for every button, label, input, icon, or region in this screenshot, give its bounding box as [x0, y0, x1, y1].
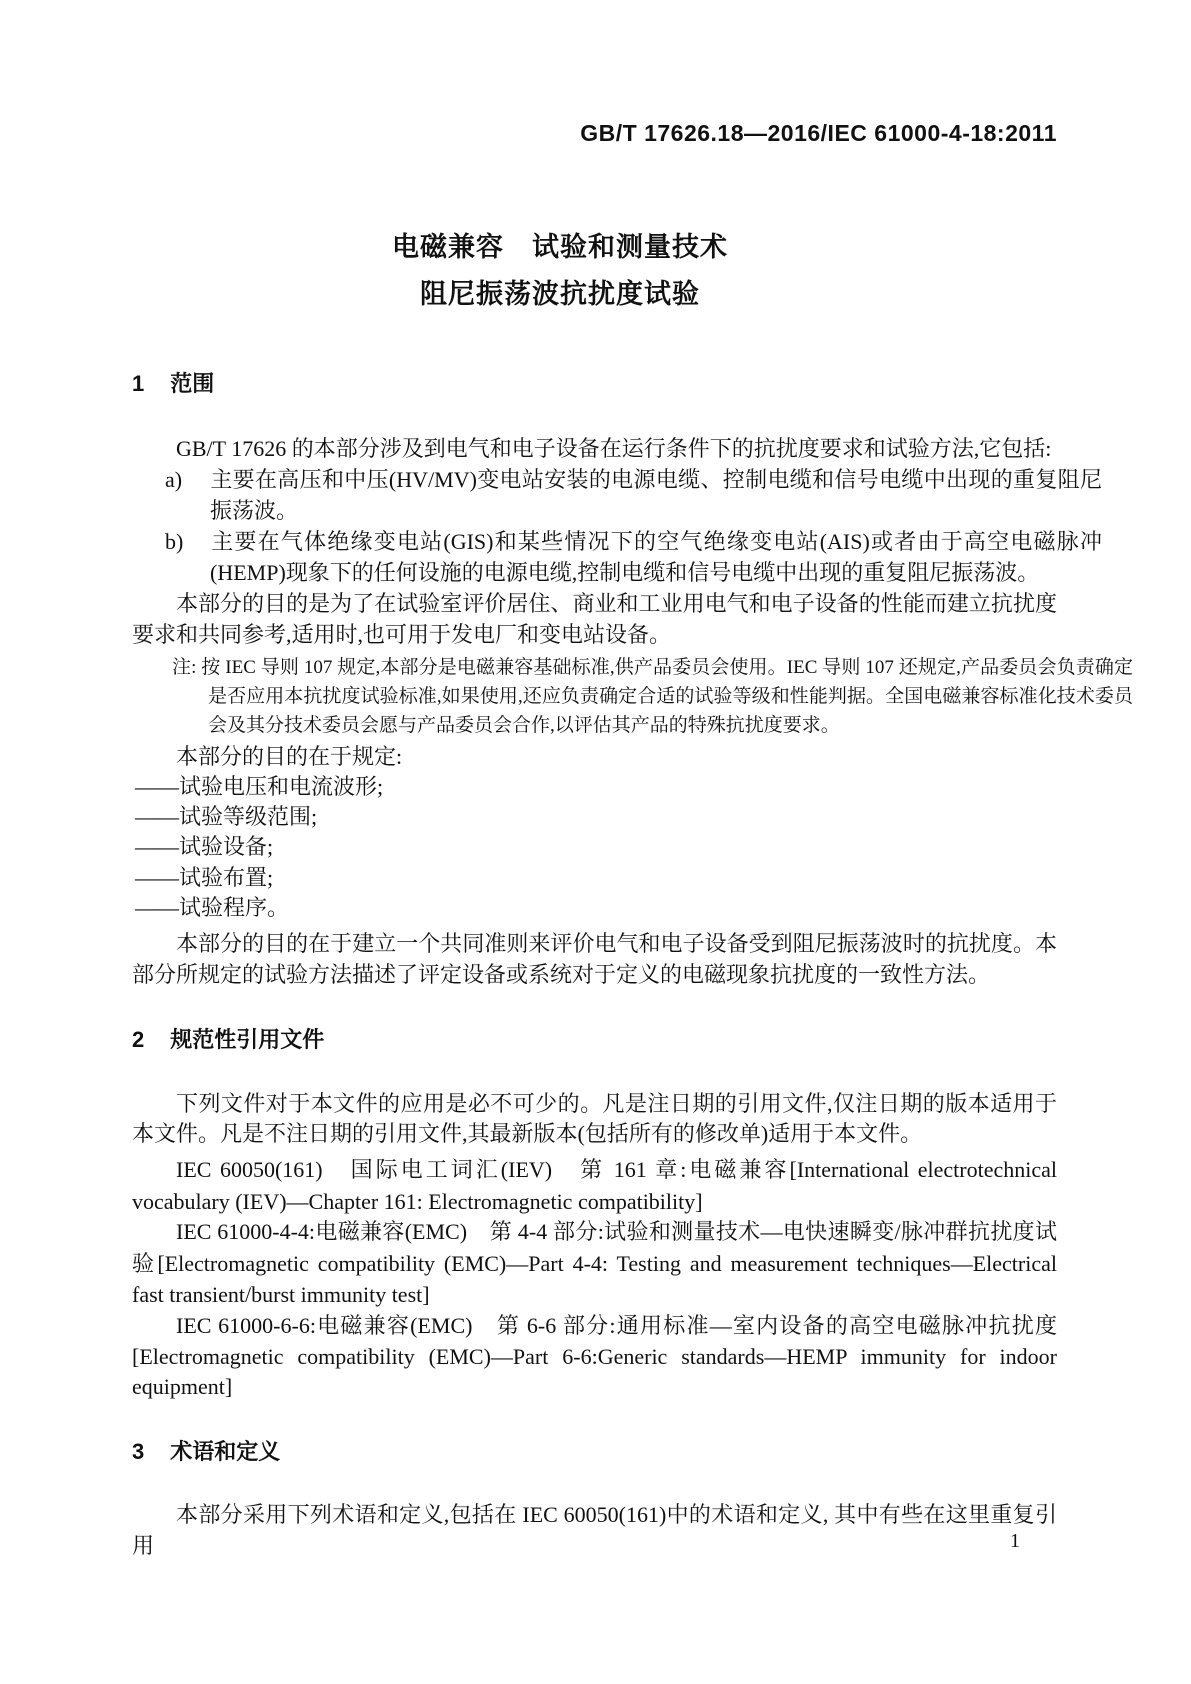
section-2-title: 规范性引用文件	[170, 1027, 325, 1052]
paragraph-common-criteria: 本部分的目的在于建立一个共同准则来评价电气和电子设备受到阻尼振荡波时的抗扰度。本部分所规定的试验方法描述了评定设备或系统对于定义的电磁现象抗扰度的一致性方法。	[132, 931, 1057, 987]
section-2-number: 2	[132, 1027, 145, 1052]
paragraph-purpose: 本部分的目的是为了在试验室评价居住、商业和工业用电气和电子设备的性能而建立抗扰度要求和共同参考,适用时,也可用于发电厂和变电站设备。	[132, 591, 1057, 647]
document-title-line2: 阻尼振荡波抗扰度试验	[420, 279, 700, 309]
list-item-b-text: 主要在气体绝缘变电站(GIS)和某些情况下的空气绝缘变电站(AIS)或者由于高空电磁脉冲(HEMP)现象下的任何设施的电源电缆,控制电缆和信号电缆中出现的重复阻尼振荡波。	[210, 529, 1102, 585]
section-3-heading	[132, 1439, 280, 1465]
dash-item: ——试验电压和电流波形;	[135, 774, 384, 799]
section-3-title: 术语和定义	[170, 1439, 281, 1464]
list-item-b-label: b)	[165, 529, 184, 554]
section-1-heading	[132, 371, 214, 397]
list-item-a-text: 主要在高压和中压(HV/MV)变电站安装的电源电缆、控制电缆和信号电缆中出现的重复阻尼振荡波。	[210, 467, 1102, 523]
reference-iec-61000-6-6: IEC 61000-6-6:电磁兼容(EMC) 第 6-6 部分:通用标准—室内设备的高空电磁脉冲抗扰度[Electromagnetic compatibility (EMC)—Part 6-6:Generic standards—HEMP immunity for indoor equipment]	[132, 1313, 1057, 1399]
dash-list	[135, 772, 1057, 923]
section-1-number: 1	[132, 371, 145, 396]
document-title-line1: 电磁兼容 试验和测量技术	[392, 232, 728, 262]
paragraph-specifies: 本部分的目的在于规定:	[176, 744, 403, 769]
section-3-number: 3	[132, 1439, 145, 1464]
section-1-title: 范围	[170, 371, 215, 396]
dash-item: ——试验布置;	[135, 864, 274, 890]
note-iec-guide-107: 注: 按 IEC 导则 107 规定,本部分是电磁兼容基础标准,供产品委员会使用。IEC 导则 107 还规定,产品委员会负责确定是否应用本抗扰度试验标准,如果使用,还应负责确定合适的试验等级和性能判据。全国电磁兼容标准化技术委员会及其分技术委员会愿与产品委员会合作,以评估其产品的特殊抗扰度要求。	[172, 657, 1133, 736]
dash-item: ——试验设备;	[135, 834, 274, 860]
dash-item: ——试验等级范围;	[135, 804, 318, 830]
standard-number-header: GB/T 17626.18—2016/IEC 61000-4-18:2011	[580, 120, 1057, 146]
paragraph-normative-intro: 下列文件对于本文件的应用是必不可少的。凡是注日期的引用文件,仅注日期的版本适用于本文件。凡是不注日期的引用文件,其最新版本(包括所有的修改单)适用于本文件。	[132, 1091, 1057, 1146]
list-item-a	[165, 464, 1102, 526]
paragraph-scope-intro: GB/T 17626 的本部分涉及到电气和电子设备在运行条件下的抗扰度要求和试验方法,它包括:	[176, 436, 1052, 461]
paragraph-terms-intro: 本部分采用下列术语和定义,包括在 IEC 60050(161)中的术语和定义, 其中有些在这里重复引用	[132, 1502, 1057, 1558]
page-number: 1	[1010, 1530, 1020, 1552]
section-2-heading	[132, 1027, 324, 1053]
list-item-b	[165, 526, 1102, 588]
dash-item: ——试验程序。	[135, 894, 290, 920]
reference-iec-60050: IEC 60050(161) 国际电工词汇(IEV) 第 161 章:电磁兼容[International electrotechnical vocabulary (IEV)—Chapter 161: Electromagnetic compatibility]	[132, 1157, 1057, 1214]
list-item-a-label: a)	[165, 467, 183, 492]
document-title	[35, 224, 1085, 318]
reference-iec-61000-4-4: IEC 61000-4-4:电磁兼容(EMC) 第 4-4 部分:试验和测量技术—电快速瞬变/脉冲群抗扰度试验[Electromagnetic compatibility (EMC)—Part 4-4: Testing and measurement techniques—Electrical fast transient/burst immunity test]	[132, 1219, 1057, 1307]
